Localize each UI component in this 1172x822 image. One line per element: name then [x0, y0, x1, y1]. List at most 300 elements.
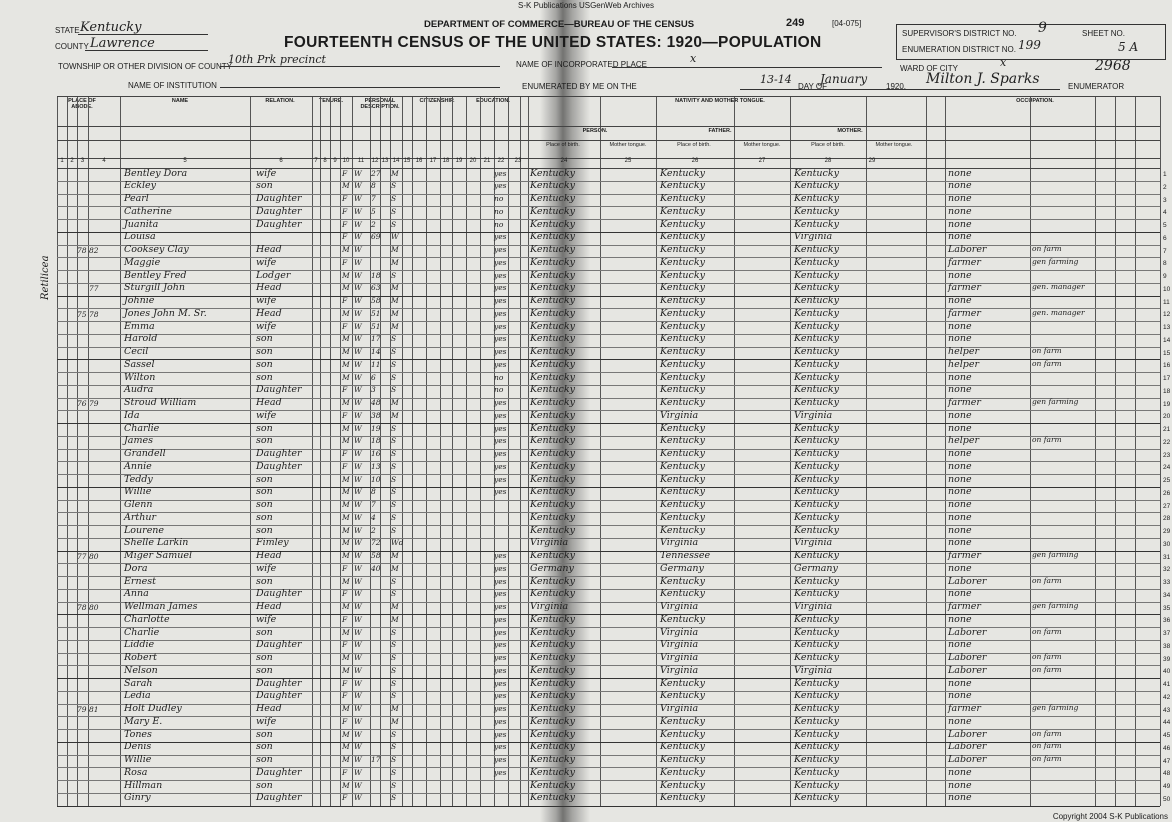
- occupation: farmer: [948, 282, 981, 294]
- age: 11: [371, 359, 381, 369]
- sub-person: PERSON.: [582, 128, 608, 134]
- person-name: Emma: [124, 320, 155, 332]
- father-birthplace: Kentucky: [660, 448, 705, 459]
- row-number: 40: [1163, 668, 1171, 676]
- relation: wife: [256, 613, 277, 625]
- mother-birthplace: Kentucky: [794, 180, 839, 192]
- father-birthplace: Kentucky: [660, 231, 705, 243]
- grid-row-line: [57, 691, 1160, 692]
- row-number: 35: [1163, 604, 1171, 612]
- marital-status: S: [391, 691, 397, 701]
- race: W: [354, 436, 362, 446]
- grid-row-line: [57, 410, 1160, 411]
- county-value: Lawrence: [90, 36, 155, 51]
- age: 27: [371, 168, 381, 178]
- industry: gen farming: [1032, 601, 1079, 610]
- industry: gen farming: [1032, 703, 1079, 712]
- relation: Head: [256, 601, 282, 612]
- grid-row-line: [57, 716, 1160, 717]
- relation: son: [256, 333, 273, 345]
- grid-vline: [508, 96, 509, 806]
- relation: Daughter: [256, 588, 302, 600]
- english: yes: [494, 359, 507, 369]
- mother-birthplace: Kentucky: [794, 256, 839, 268]
- person-name: Teddy: [124, 473, 153, 485]
- sex: M: [342, 551, 350, 560]
- industry: gen. manager: [1032, 282, 1085, 292]
- marital-status: M: [391, 308, 399, 318]
- english: yes: [494, 283, 507, 293]
- column-number: 3: [80, 158, 85, 164]
- sex: F: [342, 640, 348, 650]
- english: yes: [494, 410, 507, 420]
- relation: son: [256, 473, 273, 485]
- family-number: 81: [89, 705, 99, 714]
- marital-status: S: [391, 194, 397, 203]
- marital-status: W: [391, 232, 399, 242]
- grid-row-line: [57, 423, 1160, 424]
- relation: son: [256, 741, 273, 753]
- column-number: 20: [469, 158, 477, 164]
- relation: Daughter: [256, 677, 302, 689]
- industry: on farm: [1032, 754, 1062, 763]
- race: W: [354, 729, 362, 739]
- grid-vline: [790, 96, 791, 806]
- mother-birthplace: Kentucky: [794, 473, 839, 485]
- mother-birthplace: Kentucky: [794, 715, 839, 727]
- age: 5: [371, 206, 376, 216]
- row-number: 2: [1163, 183, 1167, 191]
- birthplace: Virginia: [530, 601, 569, 612]
- grid-vline: [600, 96, 601, 806]
- mother-birthplace: Kentucky: [794, 779, 839, 791]
- person-name: Bentley Fred: [124, 269, 187, 281]
- grid-row-line: [57, 653, 1160, 654]
- father-birthplace: Kentucky: [660, 193, 705, 204]
- person-name: Eckley: [124, 180, 157, 192]
- family-number: 79: [89, 399, 99, 408]
- relation: Head: [256, 397, 282, 408]
- relation: son: [256, 422, 273, 434]
- birthplace: Kentucky: [530, 346, 575, 357]
- father-birthplace: Kentucky: [660, 167, 705, 179]
- english: yes: [494, 168, 507, 178]
- race: W: [354, 742, 362, 752]
- person-name: Ledia: [124, 690, 151, 702]
- sex: F: [342, 194, 348, 203]
- grid-vline: [67, 96, 68, 806]
- english: no: [494, 385, 504, 395]
- marital-status: M: [391, 321, 399, 331]
- person-name: Nelson: [124, 664, 158, 676]
- birthplace: Kentucky: [530, 754, 575, 765]
- marital-status: S: [391, 461, 397, 471]
- relation: Daughter: [256, 193, 302, 204]
- nativity-col-3: Place of birth.: [677, 142, 711, 148]
- marital-status: M: [391, 716, 399, 726]
- father-birthplace: Kentucky: [660, 715, 705, 727]
- mother-birthplace: Kentucky: [794, 499, 839, 510]
- father-birthplace: Kentucky: [660, 779, 705, 791]
- english: yes: [494, 640, 507, 650]
- relation: son: [256, 779, 273, 791]
- grid-row-line: [57, 742, 1160, 743]
- sex: M: [342, 270, 350, 280]
- industry: on farm: [1032, 652, 1062, 661]
- person-name: Charlotte: [124, 613, 170, 625]
- grid-row-line: [57, 474, 1160, 475]
- grid-row-line: [57, 755, 1160, 756]
- birthplace: Kentucky: [530, 371, 575, 383]
- mother-birthplace: Kentucky: [794, 295, 839, 306]
- mother-birthplace: Kentucky: [794, 626, 839, 638]
- english: yes: [494, 334, 507, 344]
- birthplace: Kentucky: [530, 205, 575, 217]
- marital-status: M: [391, 296, 399, 305]
- father-birthplace: Kentucky: [660, 460, 705, 472]
- occupation: none: [948, 180, 972, 192]
- birthplace: Kentucky: [530, 384, 575, 396]
- race: W: [354, 755, 362, 764]
- relation: son: [256, 486, 273, 498]
- mother-birthplace: Kentucky: [794, 728, 839, 740]
- person-name: Sarah: [124, 677, 153, 689]
- english: yes: [494, 296, 507, 305]
- grid-row-line: [57, 245, 1160, 246]
- occupation: none: [948, 473, 972, 485]
- row-number: 46: [1163, 744, 1171, 752]
- father-birthplace: Kentucky: [660, 588, 705, 600]
- birthplace: Kentucky: [530, 282, 575, 294]
- sex: F: [342, 257, 348, 267]
- dwelling-number: 78: [77, 246, 87, 255]
- row-number: 48: [1163, 770, 1171, 778]
- grid-row-line: [57, 729, 1160, 730]
- mother-birthplace: Kentucky: [794, 766, 839, 778]
- person-name: Rosa: [124, 766, 148, 778]
- occupation: none: [948, 511, 972, 523]
- english: yes: [494, 461, 507, 471]
- person-name: Liddie: [124, 639, 155, 651]
- mother-birthplace: Kentucky: [794, 397, 839, 408]
- sex: M: [342, 742, 350, 752]
- row-number: 49: [1163, 783, 1171, 790]
- father-birthplace: Germany: [660, 562, 704, 574]
- column-number: 25: [624, 158, 632, 164]
- father-birthplace: Virginia: [660, 703, 699, 714]
- marital-status: S: [391, 206, 397, 216]
- person-name: Ida: [124, 409, 140, 421]
- marital-status: M: [391, 602, 399, 611]
- father-birthplace: Kentucky: [660, 180, 705, 192]
- english: yes: [494, 308, 507, 318]
- relation: wife: [256, 320, 277, 332]
- race: W: [354, 461, 362, 471]
- person-name: Cecil: [124, 346, 149, 357]
- occupation: none: [948, 422, 972, 434]
- column-number: 28: [824, 158, 832, 164]
- relation: son: [256, 728, 273, 740]
- grid-row-line: [57, 321, 1160, 322]
- margin-note-1: Retilicea: [40, 255, 51, 300]
- sex: M: [342, 512, 350, 522]
- age: 13: [371, 461, 381, 471]
- father-birthplace: Kentucky: [660, 307, 705, 319]
- industry: gen farming: [1032, 397, 1079, 406]
- race: W: [354, 168, 362, 178]
- race: W: [354, 334, 362, 344]
- grid-vline: [945, 96, 946, 806]
- sex: M: [342, 423, 350, 433]
- sex: M: [342, 538, 350, 548]
- row-number: 22: [1163, 438, 1171, 446]
- father-birthplace: Kentucky: [660, 524, 705, 536]
- english: yes: [494, 257, 507, 267]
- grid-vline: [1095, 96, 1096, 806]
- grid-row-line: [57, 640, 1160, 641]
- race: W: [354, 780, 362, 790]
- grid-vline: [1030, 96, 1031, 806]
- grid-row-line: [57, 563, 1160, 564]
- person-name: Ginry: [124, 792, 151, 804]
- enumerated-month: January: [820, 72, 868, 86]
- english: yes: [494, 449, 507, 458]
- father-birthplace: Kentucky: [660, 728, 705, 740]
- grid-row-line: [57, 436, 1160, 437]
- marital-status: S: [391, 742, 397, 752]
- sex: F: [342, 563, 348, 573]
- column-number: 24: [560, 158, 568, 164]
- supervisor-label: SUPERVISOR'S DISTRICT NO.: [902, 29, 1017, 38]
- mother-birthplace: Kentucky: [794, 333, 839, 345]
- group-nativity: NATIVITY AND MOTHER TONGUE.: [675, 98, 765, 104]
- occupation: none: [948, 167, 972, 179]
- birthplace: Kentucky: [530, 333, 575, 345]
- mother-birthplace: Virginia: [794, 409, 833, 421]
- birthplace: Kentucky: [530, 524, 575, 536]
- occupation: none: [948, 320, 972, 332]
- relation: son: [256, 499, 273, 510]
- father-birthplace: Kentucky: [660, 741, 705, 753]
- group-tenure: TENURE.: [318, 98, 344, 104]
- dwelling-number: 75: [77, 309, 87, 319]
- county-label: COUNTY: [55, 42, 89, 51]
- father-birthplace: Virginia: [660, 601, 699, 612]
- mother-birthplace: Kentucky: [794, 613, 839, 625]
- marital-status: M: [391, 563, 399, 573]
- age: 48: [371, 398, 381, 407]
- sex: M: [342, 602, 350, 611]
- birthplace: Virginia: [530, 537, 569, 549]
- person-name: James: [124, 435, 153, 447]
- relation: son: [256, 511, 273, 523]
- mother-birthplace: Kentucky: [794, 792, 839, 804]
- state-value: Kentucky: [80, 20, 142, 35]
- grid-vline: [88, 96, 89, 806]
- occupation: none: [948, 524, 972, 536]
- occupation: helper: [948, 435, 980, 447]
- sex: M: [342, 780, 350, 790]
- race: W: [354, 551, 362, 560]
- relation: Head: [256, 550, 282, 561]
- occupation: helper: [948, 346, 980, 357]
- mother-birthplace: Kentucky: [794, 244, 839, 255]
- marital-status: S: [391, 474, 397, 484]
- relation: son: [256, 358, 273, 370]
- birthplace: Kentucky: [530, 499, 575, 510]
- enumerator-name: Milton J. Sparks: [926, 71, 1040, 87]
- occupation: none: [948, 269, 972, 281]
- row-number: 44: [1163, 719, 1171, 727]
- relation: Head: [256, 307, 282, 319]
- industry: on farm: [1032, 728, 1062, 738]
- birthplace: Kentucky: [530, 358, 575, 370]
- person-name: Wellman James: [124, 601, 198, 612]
- row-number: 47: [1163, 757, 1171, 765]
- birthplace: Kentucky: [530, 715, 575, 727]
- race: W: [354, 525, 362, 535]
- occupation: none: [948, 537, 972, 549]
- relation: son: [256, 754, 273, 765]
- father-birthplace: Kentucky: [660, 613, 705, 625]
- marital-status: S: [391, 653, 397, 662]
- relation: Lodger: [256, 269, 291, 281]
- sex: F: [342, 206, 348, 216]
- row-number: 18: [1163, 387, 1171, 395]
- birthplace: Kentucky: [530, 269, 575, 281]
- grid-vline: [330, 96, 331, 806]
- grid-row-line: [57, 627, 1160, 628]
- nativity-col-4: Mother tongue.: [743, 142, 781, 148]
- row-number: 6: [1163, 234, 1167, 242]
- ward-label: WARD OF CITY: [900, 64, 958, 73]
- occupation: farmer: [948, 397, 981, 408]
- occupation: none: [948, 639, 972, 651]
- sex: M: [342, 500, 350, 509]
- industry: gen. manager: [1032, 307, 1085, 317]
- marital-status: S: [391, 359, 397, 369]
- dwelling-number: 78: [77, 603, 87, 612]
- english: yes: [494, 321, 507, 331]
- birthplace: Kentucky: [530, 397, 575, 408]
- enumerated-label: ENUMERATED BY ME ON THE: [522, 82, 637, 91]
- occupation: none: [948, 792, 972, 804]
- column-number: 4: [102, 158, 106, 164]
- relation: Daughter: [256, 460, 302, 472]
- age: 63: [371, 283, 381, 293]
- mother-birthplace: Kentucky: [794, 358, 839, 370]
- marital-status: S: [391, 487, 397, 497]
- family-number: 80: [89, 603, 99, 612]
- grid-row-line: [57, 512, 1160, 513]
- mother-birthplace: Kentucky: [794, 524, 839, 536]
- age: 7: [371, 194, 376, 203]
- occupation: Laborer: [948, 652, 987, 663]
- grid-row-line: [57, 296, 1160, 297]
- race: W: [354, 716, 362, 726]
- mother-birthplace: Virginia: [794, 601, 833, 612]
- age: 3: [371, 385, 376, 395]
- father-birthplace: Kentucky: [660, 486, 705, 498]
- mother-birthplace: Kentucky: [794, 282, 839, 294]
- occupation: none: [948, 715, 972, 727]
- english: yes: [494, 614, 507, 624]
- supervisor-value: 9: [1038, 20, 1047, 36]
- mother-birthplace: Kentucky: [794, 371, 839, 383]
- group-name: NAME: [171, 98, 189, 104]
- birthplace: Kentucky: [530, 792, 575, 804]
- person-name: Miger Samuel: [124, 550, 192, 561]
- english: yes: [494, 602, 507, 611]
- race: W: [354, 640, 362, 650]
- marital-status: S: [391, 347, 397, 356]
- row-number: 7: [1163, 247, 1167, 255]
- column-number: 22: [497, 158, 505, 164]
- occupation: none: [948, 218, 972, 230]
- row-number: 21: [1163, 426, 1171, 433]
- marital-status: S: [391, 334, 397, 344]
- birthplace: Kentucky: [530, 307, 575, 319]
- grid-row-line: [57, 257, 1160, 258]
- sex: M: [342, 359, 350, 369]
- relation: wife: [256, 256, 277, 268]
- mother-birthplace: Kentucky: [794, 422, 839, 434]
- column-number: 5: [183, 158, 187, 164]
- mother-birthplace: Kentucky: [794, 677, 839, 689]
- grid-row-line: [57, 678, 1160, 679]
- grid-row-line: [57, 372, 1160, 373]
- sex: M: [342, 665, 350, 675]
- sex: M: [342, 755, 350, 764]
- row-number: 14: [1163, 336, 1171, 344]
- grid-row-line: [57, 614, 1160, 615]
- sex: M: [342, 487, 350, 497]
- industry: on farm: [1032, 346, 1062, 355]
- row-number: 1: [1163, 171, 1167, 178]
- relation: Daughter: [256, 218, 302, 230]
- english: yes: [494, 270, 507, 280]
- relation: son: [256, 435, 273, 447]
- sex: M: [342, 729, 350, 739]
- english: yes: [494, 716, 507, 726]
- race: W: [354, 614, 362, 624]
- person-name: Sturgill John: [124, 282, 185, 294]
- birthplace: Kentucky: [530, 218, 575, 230]
- mother-birthplace: Virginia: [794, 664, 833, 676]
- enum-district-value: 199: [1018, 38, 1041, 52]
- column-number: 21: [483, 158, 491, 164]
- english: yes: [494, 347, 507, 356]
- relation: Head: [256, 703, 282, 714]
- person-name: Anna: [124, 588, 149, 600]
- marital-status: M: [391, 283, 399, 293]
- sex: F: [342, 767, 348, 777]
- occupation: none: [948, 779, 972, 791]
- row-number: 3: [1163, 196, 1167, 204]
- mother-birthplace: Kentucky: [794, 690, 839, 702]
- person-name: Shelle Larkin: [124, 537, 189, 549]
- occupation: farmer: [948, 307, 981, 319]
- mother-birthplace: Kentucky: [794, 741, 839, 753]
- mother-birthplace: Kentucky: [794, 550, 839, 561]
- race: W: [354, 308, 362, 318]
- grid-vline: [452, 96, 453, 806]
- column-number: 11: [357, 158, 365, 164]
- row-number: 33: [1163, 579, 1171, 586]
- mother-birthplace: Virginia: [794, 537, 833, 549]
- grid-vline: [77, 96, 78, 806]
- group-relation: RELATION.: [265, 98, 295, 104]
